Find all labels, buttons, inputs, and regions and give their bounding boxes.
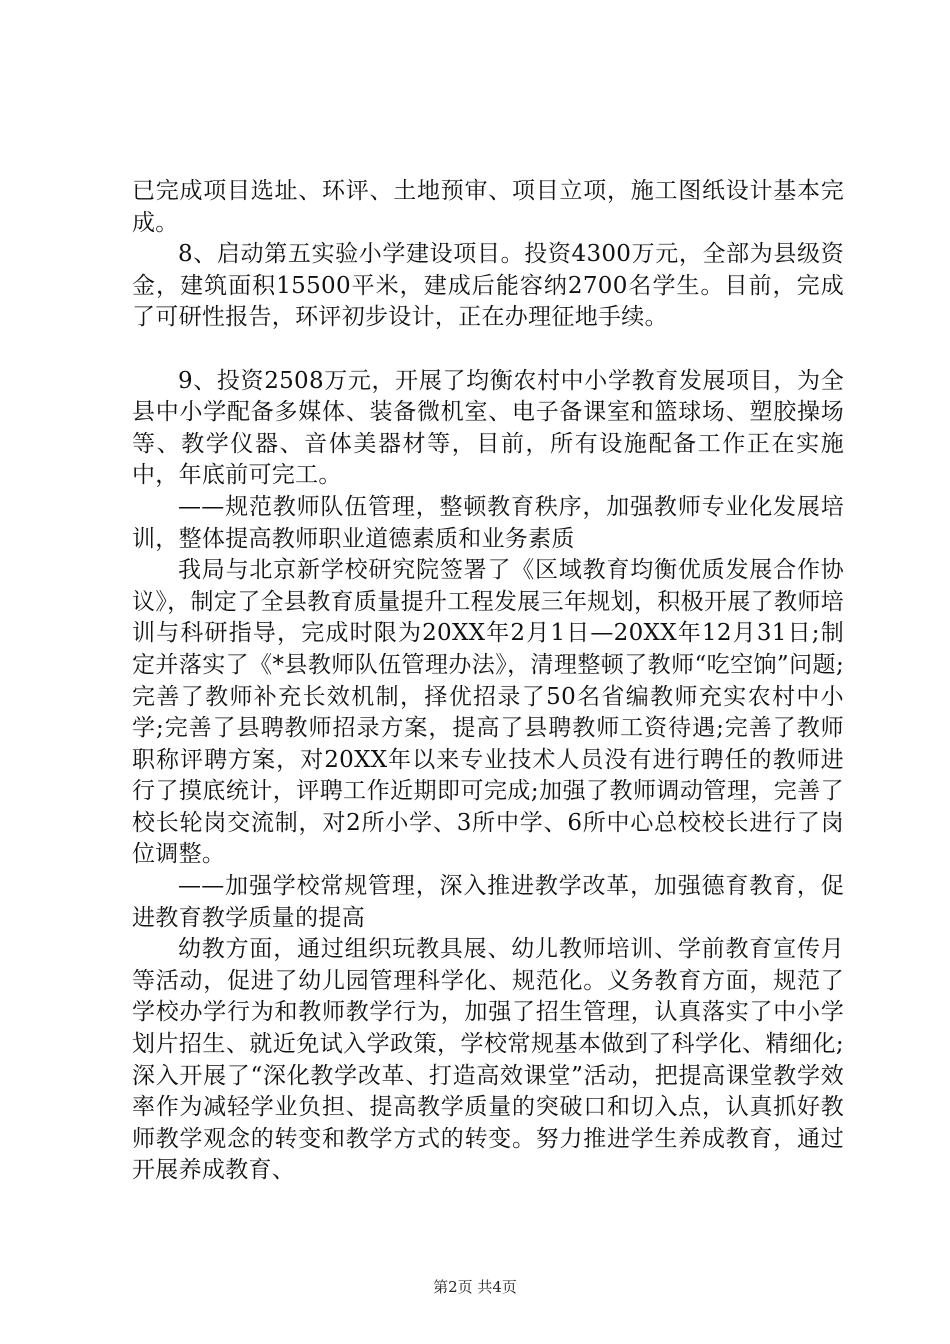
paragraph-project-site-continuation: 已完成项目选址、环评、土地预审、项目立项，施工图纸设计基本完成。: [132, 178, 844, 236]
section-heading-school-routine: ——加强学校常规管理，深入推进教学改革，加强德育教育，促进教育教学质量的提高: [132, 873, 844, 931]
paragraph-item-8-fifth-primary-school: 8、启动第五实验小学建设项目。投资4300万元，全部为县级资金，建筑面积15500平米，建成后能容纳2700名学生。目前，完成了可研性报告，环评初步设计，正在办理征地手续。: [132, 241, 844, 331]
paragraph-item-9-balanced-development: 9、投资2508万元，开展了均衡农村中小学教育发展项目，为全县中小学配备多媒体、装备微机室、电子备课室和篮球场、塑胶操场等、教学仪器、音体美器材等，目前，所有设施配备工作正在实施中，年底前可完工。: [132, 367, 844, 489]
page-number-indicator: 第2页 共4页: [433, 1278, 517, 1296]
paragraph-preschool-compulsory-education: 幼教方面，通过组织玩教具展、幼儿教师培训、学前教育宣传月等活动，促进了幼儿园管理科学化、规范化。义务教育方面，规范了学校办学行为和教师教学行为，加强了招生管理，认真落实了中小学划片招生、就近免试入学政策，学校常规基本做到了科学化、精细化;深入开展了“深化教学改革、打造高效课堂”活动，把提高课堂教学效率作为减轻学业负担、提高教学质量的突破口和切入点，认真抓好教师教学观念的转变和教学方式的转变。努力推进学生养成教育，通过开展养成教育、: [132, 936, 844, 1184]
document-body: [132, 176, 844, 1187]
page-footer: [0, 1278, 950, 1296]
paragraph-teacher-management: 我局与北京新学校研究院签署了《区域教育均衡优质发展合作协议》，制定了全县教育质量提升工程发展三年规划，积极开展了教师培训与科研指导，完成时限为20XX年2月1日—20XX年12月31日;制定并落实了《*县教师队伍管理办法》，清理整顿了教师“吃空饷”问题;完善了教师补充长效机制，择优招录了50名省编教师充实农村中小学;完善了县聘教师招录方案，提高了县聘教师工资待遇;完善了教师职称评聘方案，对20XX年以来专业技术人员没有进行聘任的教师进行了摸底统计，评聘工作近期即可完成;加强了教师调动管理，完善了校长轮岗交流制，对2所小学、3所中学、6所中心总校校长进行了岗位调整。: [132, 557, 844, 868]
section-heading-teacher-management: ——规范教师队伍管理，整顿教育秩序，加强教师专业化发展培训，整体提高教师职业道德素质和业务素质: [132, 493, 844, 552]
